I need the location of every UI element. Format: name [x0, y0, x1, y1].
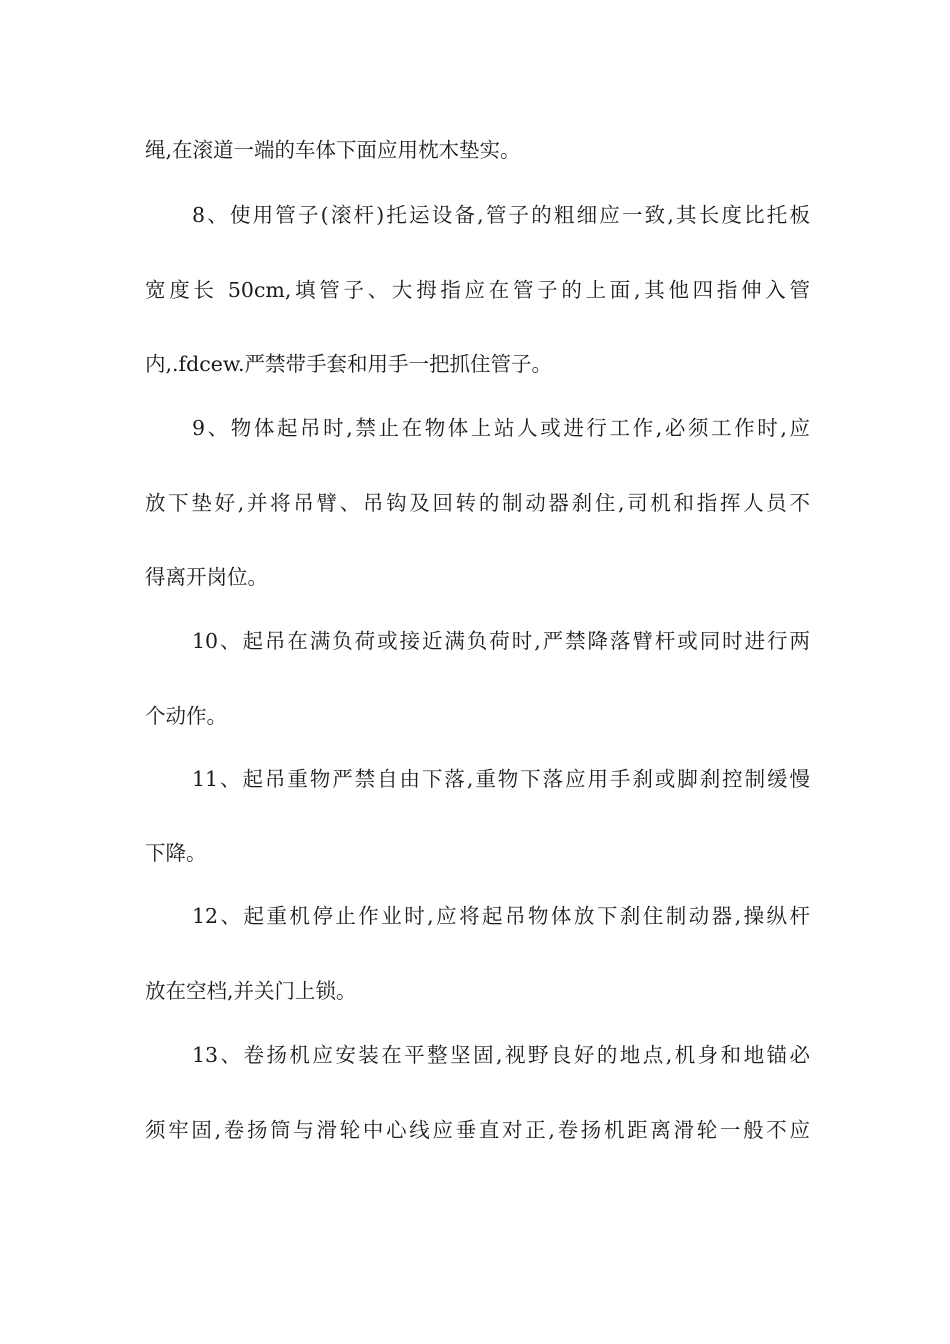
text-line-12: 12、起重机停止作业时,应将起吊物体放下刹住制动器,操纵杆	[192, 904, 810, 928]
text-line-13: 放在空档,并关门上锁。	[145, 979, 357, 1003]
text-line-7: 得离开岗位。	[145, 565, 268, 589]
text-line-14: 13、卷扬机应安装在平整坚固,视野良好的地点,机身和地锚必	[192, 1043, 810, 1067]
text-line-6: 放下垫好,并将吊臂、吊钩及回转的制动器刹住,司机和指挥人员不	[145, 491, 810, 515]
text-line-10: 11、起吊重物严禁自由下落,重物下落应用手刹或脚刹控制缓慢	[192, 767, 810, 791]
text-line-8: 10、起吊在满负荷或接近满负荷时,严禁降落臂杆或同时进行两	[192, 629, 810, 653]
text-line-11: 下降。	[145, 841, 207, 865]
text-line-5: 9、物体起吊时,禁止在物体上站人或进行工作,必须工作时,应	[192, 416, 810, 440]
text-line-2: 8、使用管子(滚杆)托运设备,管子的粗细应一致,其长度比托板	[192, 203, 810, 227]
text-line-3: 宽度长 50cm,填管子、大拇指应在管子的上面,其他四指伸入管	[145, 278, 810, 302]
text-line-4: 内,.fdcew.严禁带手套和用手一把抓住管子。	[145, 352, 552, 376]
text-line-15: 须牢固,卷扬筒与滑轮中心线应垂直对正,卷扬机距离滑轮一般不应	[145, 1118, 810, 1142]
text-line-1: 绳,在滚道一端的车体下面应用枕木垫实。	[145, 138, 521, 162]
text-line-9: 个动作。	[145, 704, 227, 728]
